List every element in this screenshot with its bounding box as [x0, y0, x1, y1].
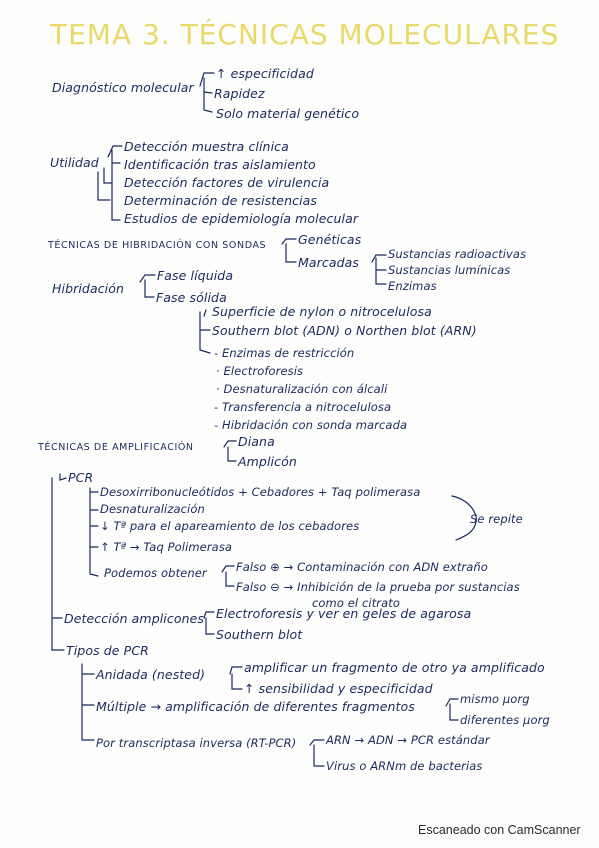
deteccion-item: Electroforesis y ver en geles de agarosa — [216, 606, 472, 621]
falso-negativo-cont: como el citrato — [312, 596, 401, 610]
utilidad-item: Detección muestra clínica — [124, 139, 289, 154]
hibridacion-step: · Electroforesis — [216, 364, 304, 378]
se-repite-note: Se repite — [470, 512, 523, 526]
multiple-item: diferentes µorg — [460, 713, 550, 727]
pcr-label: PCR — [68, 470, 94, 485]
anidada-item: amplificar un fragmento de otro ya amplificado — [244, 660, 545, 675]
multiple-item: mismo µorg — [460, 692, 530, 706]
pcr-rt: Por transcriptasa inversa (RT-PCR) — [96, 736, 297, 750]
utilidad-item: Identificación tras aislamiento — [124, 157, 316, 172]
deteccion-item: Southern blot — [216, 627, 303, 642]
hibridacion-step: - Hibridación con sonda marcada — [214, 418, 408, 432]
pcr-multiple: Múltiple → amplificación de diferentes fragmentos — [96, 699, 415, 714]
utilidad-item: Detección factores de virulencia — [124, 175, 330, 190]
podemos-obtener: Podemos obtener — [104, 566, 207, 580]
pcr-anidada: Anidada (nested) — [96, 667, 206, 682]
marcadas-item: Sustancias lumínicas — [388, 263, 511, 277]
hibridacion-step: - Enzimas de restricción — [214, 346, 355, 360]
deteccion-amplicones: Detección amplicones — [64, 611, 205, 626]
fase-solida: Fase sólida — [156, 290, 227, 305]
amplificacion-diana: Diana — [238, 434, 275, 449]
page-title: TEMA 3. TÉCNICAS MOLECULARES — [50, 18, 560, 51]
marcadas-item: Enzimas — [388, 279, 437, 293]
sonda-marcadas: Marcadas — [298, 255, 360, 270]
diagnostico-item: Rapidez — [214, 86, 265, 101]
diagnostico-label: Diagnóstico molecular — [52, 80, 194, 95]
diagnostico-item: ↑ especificidad — [216, 66, 314, 81]
utilidad-item: Determinación de resistencias — [124, 193, 318, 208]
solida-item: Superficie de nylon o nitrocelulosa — [212, 304, 432, 319]
hibridacion-sondas-heading: TÉCNICAS DE HIBRIDACIÓN CON SONDAS — [48, 240, 267, 251]
falso-negativo: Falso ⊖ → Inhibición de la prueba por sustancias — [236, 580, 520, 594]
amplificacion-heading: TÉCNICAS DE AMPLIFICACIÓN — [38, 442, 194, 453]
pcr-item: Desoxirribonucleótidos + Cebadores + Taq polimerasa — [100, 485, 421, 499]
utilidad-label: Utilidad — [50, 155, 99, 170]
anidada-item: ↑ sensibilidad y especificidad — [244, 681, 433, 696]
hibridacion-step: - Transferencia a nitrocelulosa — [214, 400, 392, 414]
hibridacion-label: Hibridación — [52, 281, 125, 296]
pcr-item: ↓ Tª para el apareamiento de los cebadores — [100, 519, 360, 533]
solida-item: Southern blot (ADN) o Northen blot (ARN) — [212, 323, 477, 338]
marcadas-item: Sustancias radioactivas — [388, 247, 527, 261]
hibridacion-step: · Desnaturalización con álcali — [216, 382, 388, 396]
scanner-watermark: Escaneado con CamScanner — [418, 823, 581, 837]
pcr-item: Desnaturalización — [100, 502, 205, 516]
tipos-pcr: Tipos de PCR — [66, 643, 149, 658]
rt-item: ARN → ADN → PCR estándar — [326, 733, 490, 747]
pcr-item: ↑ Tª → Taq Polimerasa — [100, 540, 233, 554]
utilidad-item: Estudios de epidemiología molecular — [124, 211, 359, 226]
rt-item: Virus o ARNm de bacterias — [326, 759, 483, 773]
diagnostico-item: Solo material genético — [216, 106, 360, 121]
falso-positivo: Falso ⊕ → Contaminación con ADN extraño — [236, 560, 488, 574]
sonda-geneticas: Genéticas — [298, 232, 362, 247]
amplificacion-amplicon: Amplicón — [238, 454, 297, 469]
fase-liquida: Fase líquida — [157, 268, 234, 283]
